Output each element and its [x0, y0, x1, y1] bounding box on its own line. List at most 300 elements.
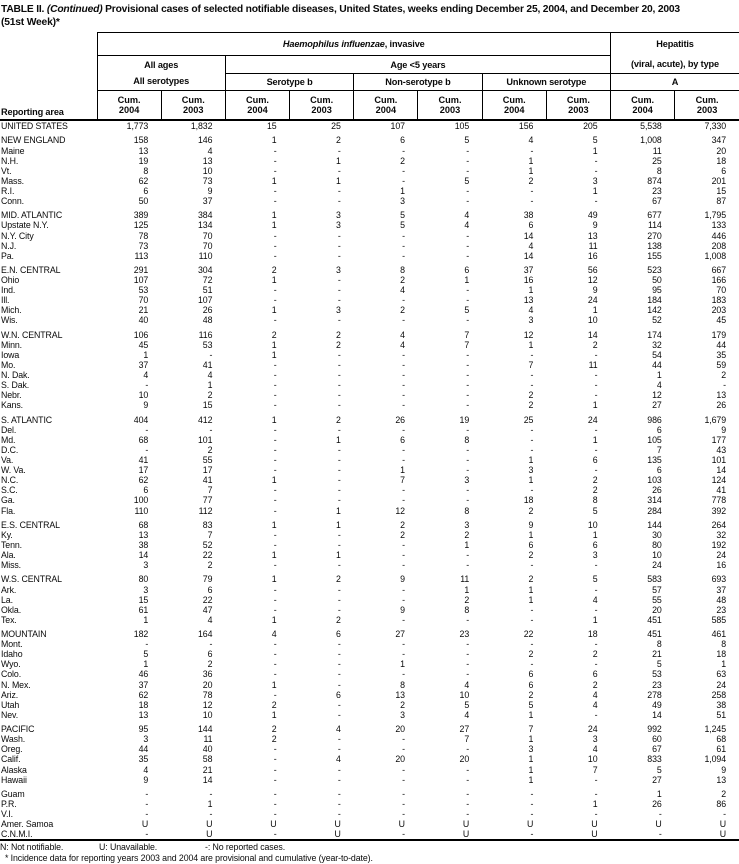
value-cell: 347 [675, 135, 739, 145]
value-cell: 30 [611, 530, 675, 540]
value-cell: 1 [354, 659, 418, 669]
cum-2004-header: Cum. 2004 [225, 91, 289, 121]
value-cell: 4 [161, 615, 225, 625]
value-cell: 2 [354, 700, 418, 710]
table-row [0, 659, 739, 669]
value-cell: 1 [225, 520, 289, 530]
reporting-area-cell: Okla. [0, 605, 97, 615]
value-cell: - [225, 360, 289, 370]
value-cell: 585 [675, 615, 739, 625]
value-cell: 1,773 [97, 120, 161, 131]
value-cell: 17 [161, 465, 225, 475]
reporting-area-cell: Mont. [0, 639, 97, 649]
reporting-area-cell: E.S. CENTRAL [0, 520, 97, 530]
value-cell: 1 [290, 520, 354, 530]
table-row [0, 265, 739, 275]
value-cell: - [354, 734, 418, 744]
value-cell: 114 [611, 220, 675, 230]
value-cell: 1 [225, 135, 289, 145]
value-cell: - [354, 585, 418, 595]
value-cell: 8 [546, 495, 610, 505]
value-cell: 2 [482, 400, 546, 410]
table-row [0, 734, 739, 744]
value-cell: 2 [482, 550, 546, 560]
value-cell: - [418, 370, 482, 380]
table-row [0, 669, 739, 679]
reporting-area-cell: Hawaii [0, 775, 97, 785]
value-cell: 11 [418, 574, 482, 584]
value-cell: 4 [418, 210, 482, 220]
value-cell: 51 [161, 285, 225, 295]
value-cell: - [225, 639, 289, 649]
value-cell: 36 [161, 669, 225, 679]
value-cell: 778 [675, 495, 739, 505]
value-cell: 1 [225, 350, 289, 360]
value-cell: 14 [161, 775, 225, 785]
reporting-area-cell: Calif. [0, 754, 97, 764]
value-cell: 26 [161, 305, 225, 315]
value-cell: - [546, 380, 610, 390]
value-cell: - [225, 765, 289, 775]
value-cell: 37 [161, 196, 225, 206]
value-cell: 13 [546, 231, 610, 241]
value-cell: 9 [675, 425, 739, 435]
value-cell: 19 [418, 415, 482, 425]
value-cell: 73 [97, 241, 161, 251]
value-cell: - [225, 435, 289, 445]
value-cell: - [418, 146, 482, 156]
value-cell: - [418, 550, 482, 560]
value-cell: - [482, 435, 546, 445]
value-cell: - [225, 690, 289, 700]
value-cell: - [290, 275, 354, 285]
value-cell: 41 [161, 475, 225, 485]
reporting-area-cell: N. Dak. [0, 370, 97, 380]
value-cell: 1 [482, 585, 546, 595]
value-cell: - [418, 231, 482, 241]
value-cell: 106 [97, 330, 161, 340]
table-row [0, 495, 739, 505]
value-cell: 13 [97, 710, 161, 720]
value-cell: 6 [482, 220, 546, 230]
reporting-area-cell: D.C. [0, 445, 97, 455]
value-cell: 1 [290, 550, 354, 560]
value-cell: 1 [354, 465, 418, 475]
value-cell: 44 [97, 744, 161, 754]
value-cell: - [418, 799, 482, 809]
value-cell: 2 [290, 574, 354, 584]
value-cell: 12 [546, 275, 610, 285]
value-cell: 1 [225, 340, 289, 350]
value-cell: - [225, 400, 289, 410]
value-cell: 86 [675, 799, 739, 809]
value-cell: 5,538 [611, 120, 675, 131]
value-cell: - [546, 156, 610, 166]
table-row [0, 574, 739, 584]
table-row [0, 485, 739, 495]
table-row [0, 370, 739, 380]
value-cell: 2 [546, 649, 610, 659]
value-cell: - [290, 146, 354, 156]
table-row [0, 506, 739, 516]
value-cell: 62 [97, 475, 161, 485]
value-cell: 1 [546, 799, 610, 809]
value-cell: - [418, 425, 482, 435]
value-cell: - [418, 765, 482, 775]
value-cell: 22 [161, 550, 225, 560]
reporting-area-cell: Idaho [0, 649, 97, 659]
table-row [0, 465, 739, 475]
value-cell: U [611, 819, 675, 829]
value-cell: 14 [482, 251, 546, 261]
value-cell: 1 [97, 615, 161, 625]
cum-2004-header: Cum. 2004 [482, 91, 546, 121]
value-cell: 3 [482, 315, 546, 325]
value-cell: U [418, 829, 482, 840]
value-cell: 1 [225, 415, 289, 425]
value-cell: - [225, 506, 289, 516]
value-cell: 26 [675, 400, 739, 410]
value-cell: 37 [97, 360, 161, 370]
value-cell: U [546, 829, 610, 840]
value-cell: - [225, 196, 289, 206]
value-cell: - [354, 799, 418, 809]
value-cell: - [354, 615, 418, 625]
value-cell: 87 [675, 196, 739, 206]
value-cell: 53 [161, 340, 225, 350]
value-cell: - [290, 605, 354, 615]
value-cell: 67 [611, 744, 675, 754]
all-ages-header: All ages All serotypes [97, 56, 225, 91]
reporting-area-cell: Maine [0, 146, 97, 156]
value-cell: - [354, 495, 418, 505]
value-cell: - [290, 680, 354, 690]
value-cell: 174 [611, 330, 675, 340]
value-cell: - [225, 605, 289, 615]
value-cell: - [482, 485, 546, 495]
reporting-area-cell: Tex. [0, 615, 97, 625]
value-cell: 4 [482, 305, 546, 315]
value-cell: 208 [675, 241, 739, 251]
value-cell: 874 [611, 176, 675, 186]
value-cell: 1 [418, 275, 482, 285]
value-cell: - [225, 649, 289, 659]
value-cell: 10 [97, 390, 161, 400]
value-cell: 116 [161, 330, 225, 340]
value-cell: 20 [354, 724, 418, 734]
value-cell: 101 [161, 435, 225, 445]
value-cell: 2 [161, 390, 225, 400]
value-cell: 67 [611, 196, 675, 206]
value-cell: 37 [482, 265, 546, 275]
value-cell: 446 [675, 231, 739, 241]
value-cell: 46 [97, 669, 161, 679]
value-cell: 4 [546, 700, 610, 710]
value-cell: - [354, 765, 418, 775]
value-cell: 677 [611, 210, 675, 220]
value-cell: - [225, 231, 289, 241]
value-cell: 693 [675, 574, 739, 584]
value-cell: 1 [225, 220, 289, 230]
reporting-area-cell: N.C. [0, 475, 97, 485]
value-cell: - [225, 789, 289, 799]
value-cell: - [97, 799, 161, 809]
value-cell: - [418, 156, 482, 166]
age-under5-header: Age <5 years [225, 56, 610, 74]
value-cell: - [354, 360, 418, 370]
value-cell: 1 [225, 574, 289, 584]
value-cell: 48 [675, 595, 739, 605]
reporting-area-cell: Ala. [0, 550, 97, 560]
serotype-b-header: Serotype b [225, 74, 353, 91]
value-cell: 1 [482, 156, 546, 166]
value-cell: 270 [611, 231, 675, 241]
value-cell: 1 [482, 455, 546, 465]
value-cell: - [290, 789, 354, 799]
value-cell: 4 [546, 595, 610, 605]
value-cell: - [354, 540, 418, 550]
table-row [0, 390, 739, 400]
value-cell: 2 [482, 506, 546, 516]
value-cell: 1 [290, 435, 354, 445]
value-cell: 8 [354, 680, 418, 690]
value-cell: - [482, 196, 546, 206]
value-cell: 13 [161, 156, 225, 166]
value-cell: - [97, 639, 161, 649]
value-cell: 5 [546, 506, 610, 516]
reporting-area-cell: V.I. [0, 809, 97, 819]
value-cell: 95 [97, 724, 161, 734]
table-row [0, 305, 739, 315]
value-cell: 2 [225, 734, 289, 744]
value-cell: 291 [97, 265, 161, 275]
value-cell: 3 [482, 744, 546, 754]
value-cell: - [225, 241, 289, 251]
reporting-area-cell: Mass. [0, 176, 97, 186]
value-cell: 50 [97, 196, 161, 206]
table-row [0, 799, 739, 809]
value-cell: - [354, 241, 418, 251]
cum-2004-header: Cum. 2004 [354, 91, 418, 121]
value-cell: - [418, 251, 482, 261]
value-cell: 2 [225, 330, 289, 340]
value-cell: U [675, 819, 739, 829]
value-cell: 26 [611, 799, 675, 809]
value-cell: 12 [482, 330, 546, 340]
table-row [0, 340, 739, 350]
value-cell: - [482, 639, 546, 649]
value-cell: 3 [546, 734, 610, 744]
value-cell: 43 [675, 445, 739, 455]
table-row [0, 231, 739, 241]
value-cell: - [418, 485, 482, 495]
value-cell: 103 [611, 475, 675, 485]
table-body [0, 120, 739, 840]
table-row [0, 166, 739, 176]
footnote-n: N: Not notifiable. [0, 842, 99, 853]
value-cell: 107 [161, 295, 225, 305]
value-cell: - [290, 799, 354, 809]
value-cell: 4 [354, 285, 418, 295]
value-cell: 70 [161, 231, 225, 241]
value-cell: - [225, 465, 289, 475]
value-cell: - [290, 710, 354, 720]
value-cell: - [161, 809, 225, 819]
value-cell: - [97, 425, 161, 435]
reporting-area-cell: Pa. [0, 251, 97, 261]
value-cell: 17 [97, 465, 161, 475]
value-cell: 80 [97, 574, 161, 584]
footnotes [0, 841, 739, 864]
value-cell: 1 [546, 530, 610, 540]
value-cell: 2 [290, 415, 354, 425]
reporting-area-cell: PACIFIC [0, 724, 97, 734]
value-cell: 2 [161, 659, 225, 669]
value-cell: 73 [161, 176, 225, 186]
value-cell: 70 [675, 285, 739, 295]
value-cell: - [225, 295, 289, 305]
reporting-area-cell: C.N.M.I. [0, 829, 97, 840]
value-cell: - [418, 775, 482, 785]
value-cell: 1 [482, 285, 546, 295]
value-cell: 15 [225, 120, 289, 131]
value-cell: - [546, 560, 610, 570]
value-cell: 24 [546, 295, 610, 305]
value-cell: 4 [290, 754, 354, 764]
table-row [0, 724, 739, 734]
value-cell: 125 [97, 220, 161, 230]
value-cell: 1 [225, 176, 289, 186]
reporting-area-cell: Md. [0, 435, 97, 445]
value-cell: 8 [611, 166, 675, 176]
reporting-area-cell: Del. [0, 425, 97, 435]
value-cell: 21 [161, 765, 225, 775]
value-cell: 15 [97, 595, 161, 605]
value-cell: 24 [675, 680, 739, 690]
table-row [0, 829, 739, 840]
value-cell: 5 [482, 700, 546, 710]
value-cell: 1 [611, 789, 675, 799]
value-cell: - [225, 156, 289, 166]
value-cell: - [161, 425, 225, 435]
table-row [0, 220, 739, 230]
value-cell: 134 [161, 220, 225, 230]
value-cell: 284 [611, 506, 675, 516]
value-cell: 179 [675, 330, 739, 340]
value-cell: 2 [290, 330, 354, 340]
value-cell: - [354, 775, 418, 785]
value-cell: - [290, 400, 354, 410]
value-cell: - [290, 765, 354, 775]
value-cell: 1 [482, 765, 546, 775]
value-cell: 5 [354, 210, 418, 220]
value-cell: 12 [354, 506, 418, 516]
value-cell: 8 [418, 506, 482, 516]
value-cell: 61 [97, 605, 161, 615]
cum-2003-header: Cum. 2003 [290, 91, 354, 121]
value-cell: - [290, 285, 354, 295]
value-cell: - [546, 605, 610, 615]
value-cell: 5 [418, 176, 482, 186]
value-cell: 27 [354, 629, 418, 639]
value-cell: - [354, 639, 418, 649]
value-cell: 20 [611, 605, 675, 615]
table-row [0, 135, 739, 145]
value-cell: 4 [418, 710, 482, 720]
value-cell: 155 [611, 251, 675, 261]
value-cell: 11 [611, 146, 675, 156]
value-cell: 11 [546, 241, 610, 251]
value-cell: - [97, 445, 161, 455]
table-row [0, 585, 739, 595]
value-cell: - [546, 585, 610, 595]
value-cell: - [290, 540, 354, 550]
reporting-area-cell: S. ATLANTIC [0, 415, 97, 425]
table-row [0, 120, 739, 131]
value-cell: 133 [675, 220, 739, 230]
value-cell: 24 [675, 550, 739, 560]
value-cell: 55 [161, 455, 225, 465]
reporting-area-cell: Alaska [0, 765, 97, 775]
value-cell: 24 [611, 560, 675, 570]
value-cell: 37 [675, 585, 739, 595]
value-cell: 1 [482, 710, 546, 720]
value-cell: - [161, 789, 225, 799]
value-cell: - [225, 186, 289, 196]
value-cell: 6 [97, 485, 161, 495]
value-cell: - [225, 390, 289, 400]
value-cell: 1 [225, 475, 289, 485]
value-cell: 177 [675, 435, 739, 445]
value-cell: 3 [290, 305, 354, 315]
value-cell: 10 [161, 166, 225, 176]
value-cell: 1 [354, 186, 418, 196]
value-cell: 4 [354, 340, 418, 350]
value-cell: 2 [418, 595, 482, 605]
value-cell: 5 [418, 700, 482, 710]
value-cell: 404 [97, 415, 161, 425]
value-cell: - [161, 639, 225, 649]
value-cell: U [675, 829, 739, 840]
value-cell: 50 [611, 275, 675, 285]
value-cell: - [225, 799, 289, 809]
footnote-incidence: * Incidence data for reporting years 2003 and 2004 are provisional and cumulative (year-to-date). [0, 853, 739, 864]
reporting-area-cell: Tenn. [0, 540, 97, 550]
value-cell: - [290, 370, 354, 380]
footnote-u: U: Unavailable. [99, 842, 205, 853]
reporting-area-cell: Miss. [0, 560, 97, 570]
reporting-area-cell: UNITED STATES [0, 120, 97, 131]
value-cell: 48 [161, 315, 225, 325]
value-cell: - [546, 465, 610, 475]
value-cell: 105 [611, 435, 675, 445]
value-cell: 1 [290, 506, 354, 516]
value-cell: 9 [161, 186, 225, 196]
value-cell: - [354, 829, 418, 840]
reporting-area-cell: Guam [0, 789, 97, 799]
value-cell: - [546, 445, 610, 455]
value-cell: 2 [225, 724, 289, 734]
value-cell: 63 [675, 669, 739, 679]
reporting-area-cell: Vt. [0, 166, 97, 176]
reporting-area-cell: Mo. [0, 360, 97, 370]
value-cell: - [354, 350, 418, 360]
value-cell: - [225, 455, 289, 465]
cum-2003-header: Cum. 2003 [675, 91, 739, 121]
value-cell: 15 [161, 400, 225, 410]
value-cell: 667 [675, 265, 739, 275]
value-cell: - [290, 231, 354, 241]
